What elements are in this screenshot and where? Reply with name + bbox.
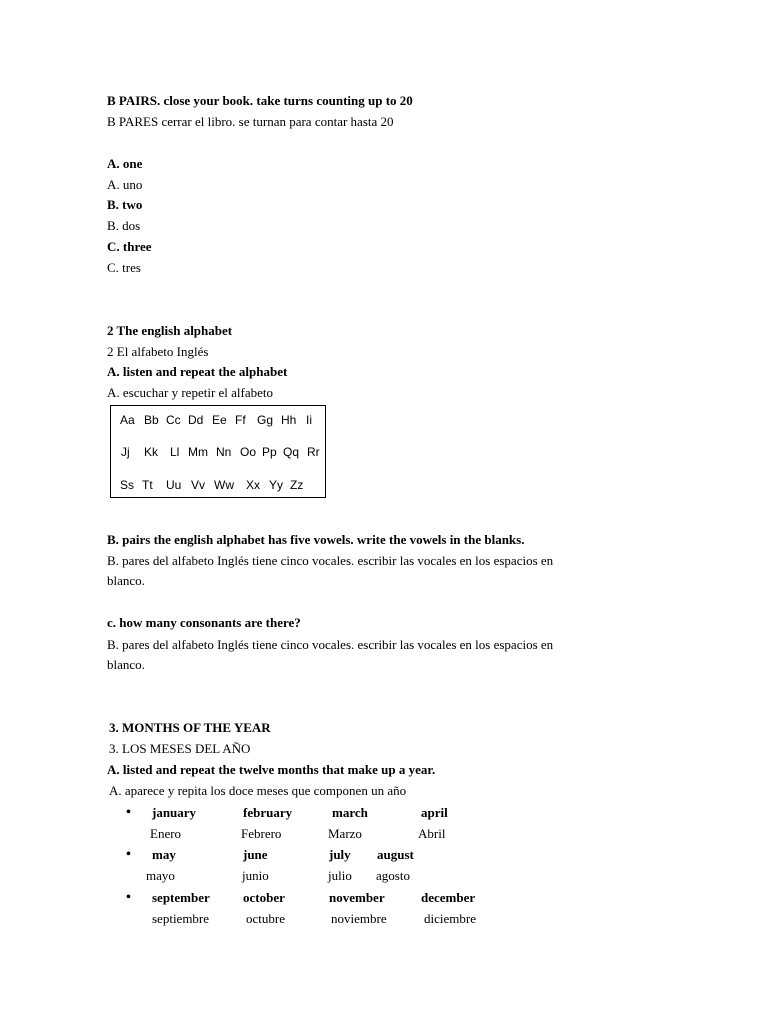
letter-pair: Cc (166, 413, 181, 427)
month-english: february (243, 805, 293, 820)
letter-pair: Ww (214, 478, 234, 492)
alphabet-row-2 (111, 444, 325, 460)
bullet-icon: • (126, 847, 131, 862)
letter-pair: Ll (170, 445, 180, 459)
month-english: september (152, 890, 210, 905)
letter-pair: Ff (235, 413, 246, 427)
alphabet-row-1 (111, 412, 325, 428)
letter-pair: Tt (142, 478, 153, 492)
vowels-instruction: B. pairs the english alphabet has five vowels. write the vowels in the blanks. (107, 532, 525, 547)
letter-pair: Ss (120, 478, 135, 492)
months-heading: 3. MONTHS OF THE YEAR (109, 720, 271, 735)
month-spanish: Febrero (241, 826, 282, 841)
letter-pair: Xx (246, 478, 261, 492)
bullet-icon: • (126, 805, 131, 820)
letter-pair: Bb (144, 413, 159, 427)
letter-pair: Vv (191, 478, 206, 492)
month-spanish: noviembre (331, 911, 387, 926)
letter-pair: Gg (257, 413, 274, 427)
count-item-three-spanish: C. tres (107, 260, 141, 275)
month-spanish: octubre (246, 911, 285, 926)
letter-pair: Zz (290, 478, 304, 492)
months-instruction-spanish: A. aparece y repita los doce meses que componen un año (109, 783, 407, 798)
pairs-heading-spanish: B PARES cerrar el libro. se turnan para contar hasta 20 (107, 114, 394, 129)
letter-pair: Jj (121, 445, 130, 459)
month-spanish: agosto (376, 868, 410, 883)
consonants-question-spanish-cont: blanco. (107, 657, 145, 672)
alphabet-heading-spanish: 2 El alfabeto Inglés (107, 344, 209, 359)
alphabet-box (110, 405, 326, 498)
listen-repeat-instruction-spanish: A. escuchar y repetir el alfabeto (107, 385, 274, 400)
count-item-one-spanish: A. uno (107, 177, 143, 192)
month-spanish: septiembre (152, 911, 210, 926)
letter-pair: Ee (212, 413, 227, 427)
letter-pair: Hh (281, 413, 297, 427)
month-spanish: diciembre (424, 911, 476, 926)
month-english: june (243, 847, 268, 862)
letter-pair: Dd (188, 413, 204, 427)
alphabet-row-3 (111, 477, 325, 493)
pairs-heading: B PAIRS. close your book. take turns counting up to 20 (107, 93, 413, 108)
count-item-two: B. two (107, 197, 143, 212)
month-english: may (152, 847, 176, 862)
month-spanish: Abril (418, 826, 446, 841)
letter-pair: Oo (240, 445, 257, 459)
month-english: august (377, 847, 414, 862)
month-english: november (329, 890, 385, 905)
month-english: april (421, 805, 448, 820)
letter-pair: Mm (188, 445, 208, 459)
month-spanish: julio (328, 868, 352, 883)
month-spanish: mayo (146, 868, 175, 883)
month-english: march (332, 805, 368, 820)
letter-pair: Qq (283, 445, 300, 459)
months-heading-spanish: 3. LOS MESES DEL AÑO (109, 741, 251, 756)
month-english: october (243, 890, 285, 905)
month-spanish: junio (242, 868, 269, 883)
months-instruction: A. listed and repeat the twelve months that make up a year. (107, 762, 436, 777)
month-spanish: Enero (150, 826, 182, 841)
count-item-three: C. three (107, 239, 152, 254)
month-spanish: Marzo (328, 826, 362, 841)
consonants-question: c. how many consonants are there? (107, 615, 301, 630)
consonants-question-spanish: B. pares del alfabeto Inglés tiene cinco vocales. escribir las vocales en los espacios en (107, 637, 554, 652)
vowels-instruction-spanish-cont: blanco. (107, 573, 145, 588)
listen-repeat-instruction: A. listen and repeat the alphabet (107, 364, 288, 379)
month-english: december (421, 890, 476, 905)
bullet-icon: • (126, 890, 131, 905)
vowels-instruction-spanish: B. pares del alfabeto Inglés tiene cinco vocales. escribir las vocales en los espacios en (107, 553, 554, 568)
alphabet-heading: 2 The english alphabet (107, 323, 233, 338)
letter-pair: Nn (216, 445, 232, 459)
letter-pair: Pp (262, 445, 277, 459)
month-english: july (329, 847, 351, 862)
letter-pair: Aa (120, 413, 135, 427)
letter-pair: Rr (307, 445, 320, 459)
count-item-one: A. one (107, 156, 143, 171)
letter-pair: Kk (144, 445, 159, 459)
month-english: january (152, 805, 197, 820)
letter-pair: Yy (269, 478, 284, 492)
letter-pair: Uu (166, 478, 182, 492)
letter-pair: Ii (306, 413, 312, 427)
count-item-two-spanish: B. dos (107, 218, 141, 233)
